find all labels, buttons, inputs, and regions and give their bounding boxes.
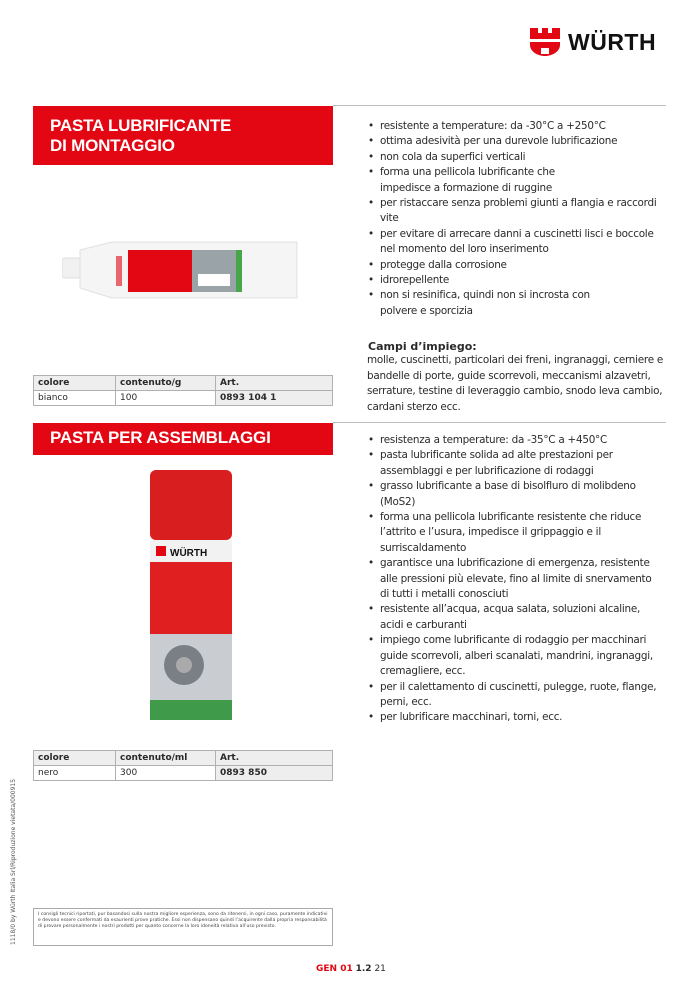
feature-item: • pasta lubrificante solida ad alte prestazioni per assemblaggi e per lubrificazione di rodaggi [368, 448, 630, 479]
cell-art: 0893 104 1 [216, 391, 333, 406]
svg-text:WÜRTH: WÜRTH [170, 548, 208, 559]
product-title-2 [33, 423, 333, 455]
feature-item: • grasso lubrificante a base di bisolfluro di molibdeno (MoS2) [368, 479, 648, 510]
feature-item: • per evitare di arrecare danni a cuscinetti lisci e boccole nel momento del loro inserimento [368, 227, 660, 258]
side-note: 1118/0 by Würth Italia Srl/Riproduzione vietata/000915 [10, 778, 17, 945]
divider [333, 105, 666, 106]
feature-item: • garantisce una lubrificazione di emergenza, resistente alle pressioni più elevate, fino al limite di snervamento di tutti i metalli conosciuti [368, 556, 660, 602]
product-image-tube [62, 236, 302, 310]
feature-list-2 [368, 433, 668, 726]
header-cell: contenuto/g [116, 376, 216, 391]
header-cell: Art. [216, 376, 333, 391]
table-header-row [34, 376, 333, 391]
feature-list-1 [368, 119, 668, 319]
header-cell: colore [34, 376, 116, 391]
header-cell: Art. [216, 751, 333, 766]
footer-chapter: 1.2 [355, 964, 372, 974]
usage-text: molle, cuscinetti, particolari dei freni, ingranaggi, cerniere e bandelle di porte, guide scorrevoli, meccanismi alzavetri, serrature, testine di leveraggio cambio, snodo leva cambio, cardani sterzo ecc. [367, 354, 664, 413]
disclaimer-box: I consigli tecnici riportati, pur basandosi sulla nostra migliore esperienza, sono da ritenersi, in ogni caso, puramente indicativi e devono essere confermati da esaurienti prove pratiche. Essi non dispensano quindi l’acquirente dalla propria responsabilità di provare personalmente i nostri prodotti per quanto concerne la loro idoneità relativa all’uso previsto. [33, 908, 333, 946]
feature-item: • forma una pellicola lubrificante che impedisce a formazione di ruggine [368, 165, 598, 196]
feature-item: • resistente all’acqua, acqua salata, soluzioni alcaline, acidi e carburanti [368, 602, 653, 633]
title-line: DI MONTAGGIO [50, 136, 175, 155]
feature-item: • non si resinifica, quindi non si incrosta con polvere e sporcizia [368, 288, 628, 319]
feature-item: • impiego come lubrificante di rodaggio per macchinari guide scorrevoli, alberi scanalati, mandrini, ingranaggi, cremagliere, ecc. [368, 633, 664, 679]
product-title-1 [33, 106, 333, 165]
spec-table-1 [33, 375, 333, 406]
cell-contenuto: 300 [116, 766, 216, 781]
title-line: PASTA PER ASSEMBLAGGI [50, 428, 271, 447]
table-row [34, 766, 333, 781]
spec-table-2 [33, 750, 333, 781]
feature-item: • forma una pellicola lubrificante resistente che riduce l’attrito e l’usura, impedisce il grippaggio e il surriscaldamento [368, 510, 652, 556]
wurth-logo [530, 28, 656, 56]
feature-item: • resistente a temperature: da -30°C a +250°C [368, 119, 668, 134]
cell-art: 0893 850 [216, 766, 333, 781]
table-row [34, 391, 333, 406]
page-number: 21 [374, 964, 386, 974]
page-footer [316, 964, 386, 974]
wurth-logo-mark-icon [530, 28, 560, 56]
feature-item: • protegge dalla corrosione [368, 258, 668, 273]
cell-colore: nero [34, 766, 116, 781]
usage-heading: Campi d’impiego: [368, 340, 477, 354]
header-cell: contenuto/ml [116, 751, 216, 766]
feature-item: • resistenza a temperature: da -35°C a +450°C [368, 433, 668, 448]
feature-item: • idrorepellente [368, 273, 668, 288]
feature-item: • non cola da superfici verticali [368, 150, 668, 165]
product-image-spray-can [146, 470, 236, 729]
cell-colore: bianco [34, 391, 116, 406]
brand-name: WÜRTH [568, 28, 657, 55]
divider [333, 422, 666, 423]
feature-item: • ottima adesività per una durevole lubrificazione [368, 134, 668, 149]
header-cell: colore [34, 751, 116, 766]
feature-item: • per il calettamento di cuscinetti, pulegge, ruote, flange, perni, ecc. [368, 680, 664, 711]
cell-contenuto: 100 [116, 391, 216, 406]
feature-item: • per lubrificare macchinari, torni, ecc. [368, 710, 668, 725]
table-header-row [34, 751, 333, 766]
footer-section: GEN 01 [316, 964, 353, 974]
title-line: PASTA LUBRIFICANTE [50, 116, 232, 135]
feature-item: • per ristaccare senza problemi giunti a flangia e raccordi vite [368, 196, 668, 227]
